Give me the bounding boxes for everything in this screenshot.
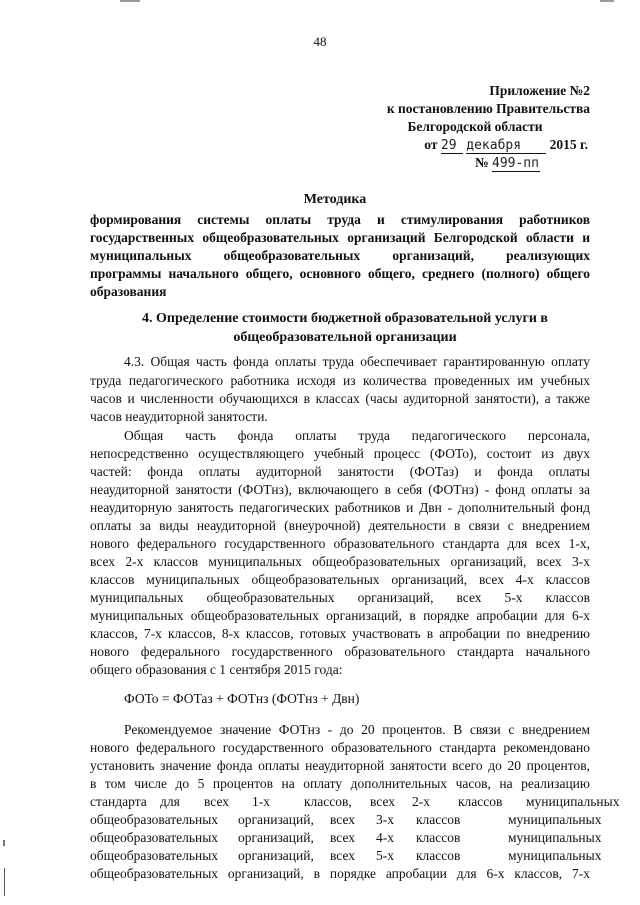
table-cell: муниципальных bbox=[508, 830, 602, 845]
section-heading bbox=[110, 309, 580, 347]
paragraph-line: часов неаудиторной занятости. bbox=[90, 409, 268, 424]
table-cell: всех bbox=[330, 848, 356, 863]
paragraph-line: нового федерального государственного образовательного стандарта рекомендовано bbox=[90, 740, 590, 755]
paragraph-line: неаудиторной занятости (ФОТнз), включающего в себя (ФОТнз) - фонд оплаты за bbox=[90, 482, 590, 497]
methodology-subtitle-line: программы начального общего, основного общего, среднего (полного) общего bbox=[90, 266, 590, 281]
margin-line bbox=[4, 868, 5, 896]
appendix-title: Приложение №2 bbox=[489, 83, 590, 98]
table-cell: классов, bbox=[304, 794, 352, 809]
paragraph-line: установить значение фонда оплаты неаудиторной занятости всего до 20 процентов, bbox=[90, 758, 590, 773]
paragraph-line: Общая часть фонда оплаты труда педагогического персонала, bbox=[124, 428, 590, 443]
table-cell: стандарта bbox=[90, 794, 147, 809]
paragraph-line: классов, 7-х классов, 8-х классов, готовых участвовать в апробации по внедрению bbox=[90, 626, 590, 641]
paragraph-line: оплаты за виды неаудиторной (внеурочной) деятельности в связи с внедрением bbox=[90, 518, 590, 533]
paragraph-line: классов муниципальных общеобразовательных организаций, всех 4-х классов bbox=[90, 572, 590, 587]
table-cell: всех bbox=[330, 830, 356, 845]
paragraph-line: часов и численности обучающихся в классах (часы аудиторной занятости), а также bbox=[90, 391, 590, 406]
methodology-title: Методика bbox=[303, 192, 367, 207]
table-cell: классов bbox=[416, 812, 461, 827]
table-cell: организаций, bbox=[238, 812, 314, 827]
section-heading-line: 4. Определение стоимости бюджетной образовательной услуги в bbox=[142, 311, 548, 326]
table-cell: организаций, bbox=[238, 848, 314, 863]
table-cell: муниципальных bbox=[508, 812, 602, 827]
table-cell: для bbox=[160, 794, 180, 809]
table-cell: всех bbox=[370, 794, 396, 809]
paragraph-line: Рекомендуемое значение ФОТнз - до 20 процентов. В связи с внедрением bbox=[124, 722, 590, 737]
table-cell: всех bbox=[204, 794, 230, 809]
table-cell: 4-х bbox=[376, 830, 394, 845]
methodology-subtitle-line: государственных общеобразовательных организаций Белгородской области и bbox=[90, 230, 590, 245]
table-cell: 3-х bbox=[376, 812, 394, 827]
appendix-resolution: к постановлению Правительства bbox=[386, 101, 590, 116]
paragraph-line: общего образования с 1 сентября 2015 года: bbox=[90, 662, 343, 677]
paragraph-line: частей: фонда оплаты аудиторной занятости (ФОТаз) и фонда оплаты bbox=[90, 464, 590, 479]
table-cell: классов bbox=[416, 848, 461, 863]
paragraph-line: труда педагогического работника исходя из количества проведенных им учебных bbox=[90, 373, 590, 388]
formula: ФОТо = ФОТаз + ФОТнз (ФОТнз + Двн) bbox=[124, 691, 360, 706]
table-cell: муниципальных bbox=[526, 794, 620, 809]
date-month: декабря bbox=[466, 138, 546, 154]
scan-mark bbox=[600, 0, 614, 2]
paragraph-line: общеобразовательных организаций, в порядке апробации для 6-х классов, 7-х bbox=[90, 866, 590, 881]
table-cell: классов bbox=[416, 830, 461, 845]
methodology-subtitle-line: муниципальных общеобразовательных организаций, реализующих bbox=[90, 248, 590, 263]
paragraph-line: всех 2-х классов муниципальных общеобразовательных организаций, всех 3-х bbox=[90, 554, 590, 569]
standard-row bbox=[90, 830, 602, 846]
table-cell: всех bbox=[330, 812, 356, 827]
scan-mark bbox=[3, 840, 5, 846]
date-day: 29 bbox=[441, 138, 463, 154]
paragraph-line: в том числе до 5 процентов на оплату дополнительных часов, на реализацию bbox=[90, 776, 590, 791]
appendix-number bbox=[300, 154, 590, 172]
appendix-date bbox=[300, 136, 590, 154]
paragraph-line: нового федерального государственного образовательного стандарта начального bbox=[90, 644, 590, 659]
paragraph-line: неаудиторную занятость педагогических работников и Двн - дополнительный фонд bbox=[90, 500, 590, 515]
table-cell: 5-х bbox=[376, 848, 394, 863]
paragraph-line: нового федерального государственного образовательного стандарта для всех 1-х, bbox=[90, 536, 590, 551]
date-prefix: от bbox=[424, 137, 438, 152]
paragraph-line: 4.3. Общая часть фонда оплаты труда обеспечивает гарантированную оплату bbox=[124, 354, 590, 369]
paragraph-line: муниципальных общеобразовательных организаций, в порядке апробации для 6-х bbox=[90, 608, 590, 623]
table-cell: общеобразовательных bbox=[90, 812, 219, 827]
section-heading-line: общеобразовательной организации bbox=[233, 330, 457, 345]
date-year: 2015 г. bbox=[549, 137, 588, 152]
table-cell: классов bbox=[458, 794, 503, 809]
scan-mark bbox=[120, 0, 140, 2]
table-cell: организаций, bbox=[238, 830, 314, 845]
number-prefix: № bbox=[475, 155, 489, 170]
table-cell: общеобразовательных bbox=[90, 830, 219, 845]
table-cell: 2-х bbox=[412, 794, 430, 809]
paragraph-line: непосредственно осуществляющего учебный процесс (ФОТо), состоит из двух bbox=[90, 446, 590, 461]
appendix-block bbox=[300, 82, 590, 172]
page-number: 48 bbox=[313, 34, 327, 49]
number-value: 499-пп bbox=[492, 156, 539, 171]
table-cell: общеобразовательных bbox=[90, 848, 219, 863]
standard-row bbox=[90, 794, 620, 810]
standard-row bbox=[90, 812, 602, 828]
table-cell: 1-х bbox=[252, 794, 270, 809]
methodology-subtitle-line: формирования системы оплаты труда и стимулирования работников bbox=[90, 212, 590, 227]
paragraph-line: муниципальных общеобразовательных организаций, всех 5-х классов bbox=[90, 590, 590, 605]
appendix-region: Белгородской области bbox=[407, 119, 543, 134]
table-cell: муниципальных bbox=[508, 848, 602, 863]
standard-row bbox=[90, 848, 602, 864]
methodology-subtitle-line: образования bbox=[90, 284, 167, 299]
